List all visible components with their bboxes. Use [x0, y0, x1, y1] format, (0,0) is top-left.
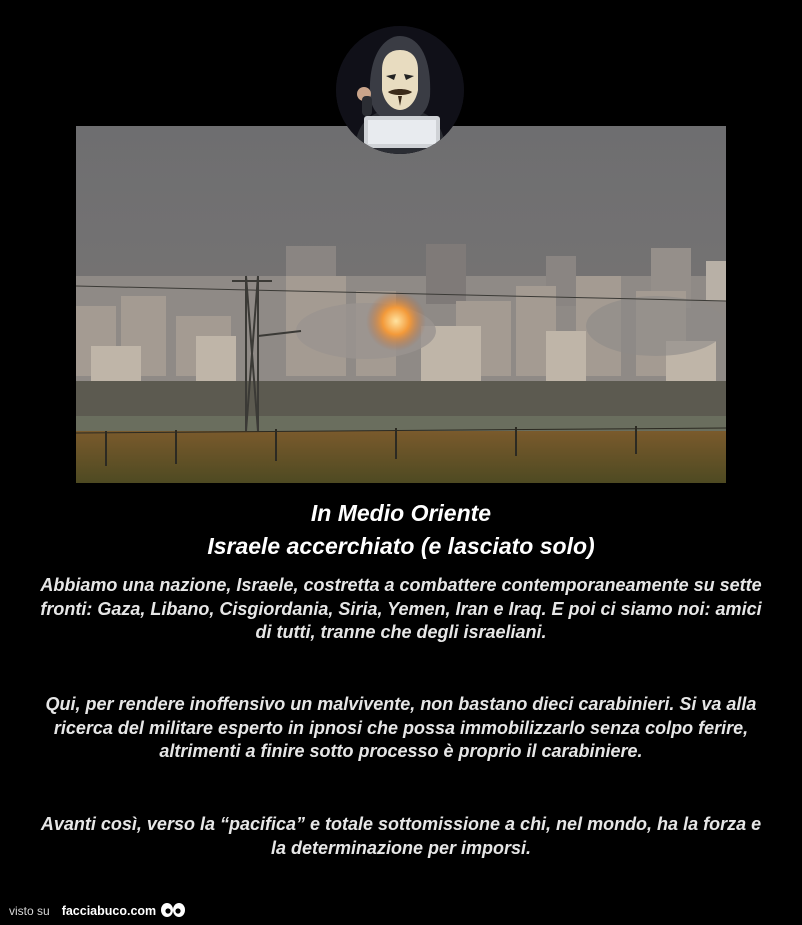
footer-brand-link[interactable]: facciabuco.com	[61, 904, 157, 918]
paragraph-2: Qui, per rendere inoffensivo un malvivente, non bastano dieci carabinieri. Si va alla ricerca del militare esperto in ipnosi che possa immobilizzarlo senza colpo ferire, altrimenti a finire sotto processo è proprio il carabiniere.	[45, 694, 757, 761]
footer-prefix: visto su	[9, 904, 50, 918]
site-footer[interactable]	[9, 900, 186, 922]
paragraph-3: Avanti così, verso la “pacifica” e totale sottomissione a chi, nel mondo, ha la forza e la determinazione per imporsi.	[40, 814, 762, 858]
paragraph-1: Abbiamo una nazione, Israele, costretta a combattere contemporaneamente su sette fronti: Gaza, Libano, Cisgiordania, Siria, Yemen, Iran e Iraq. E poi ci siamo noi: amici di tutti, tranne che degli israeliani.	[40, 575, 762, 642]
cityscape-explosion-photo	[76, 126, 726, 483]
avatar	[336, 26, 464, 154]
googly-eyes-icon	[160, 902, 186, 920]
hooded-figure-icon	[336, 26, 464, 154]
headline-line2: Israele accerchiato (e lasciato solo)	[207, 533, 595, 559]
headline-line1: In Medio Oriente	[310, 500, 492, 526]
